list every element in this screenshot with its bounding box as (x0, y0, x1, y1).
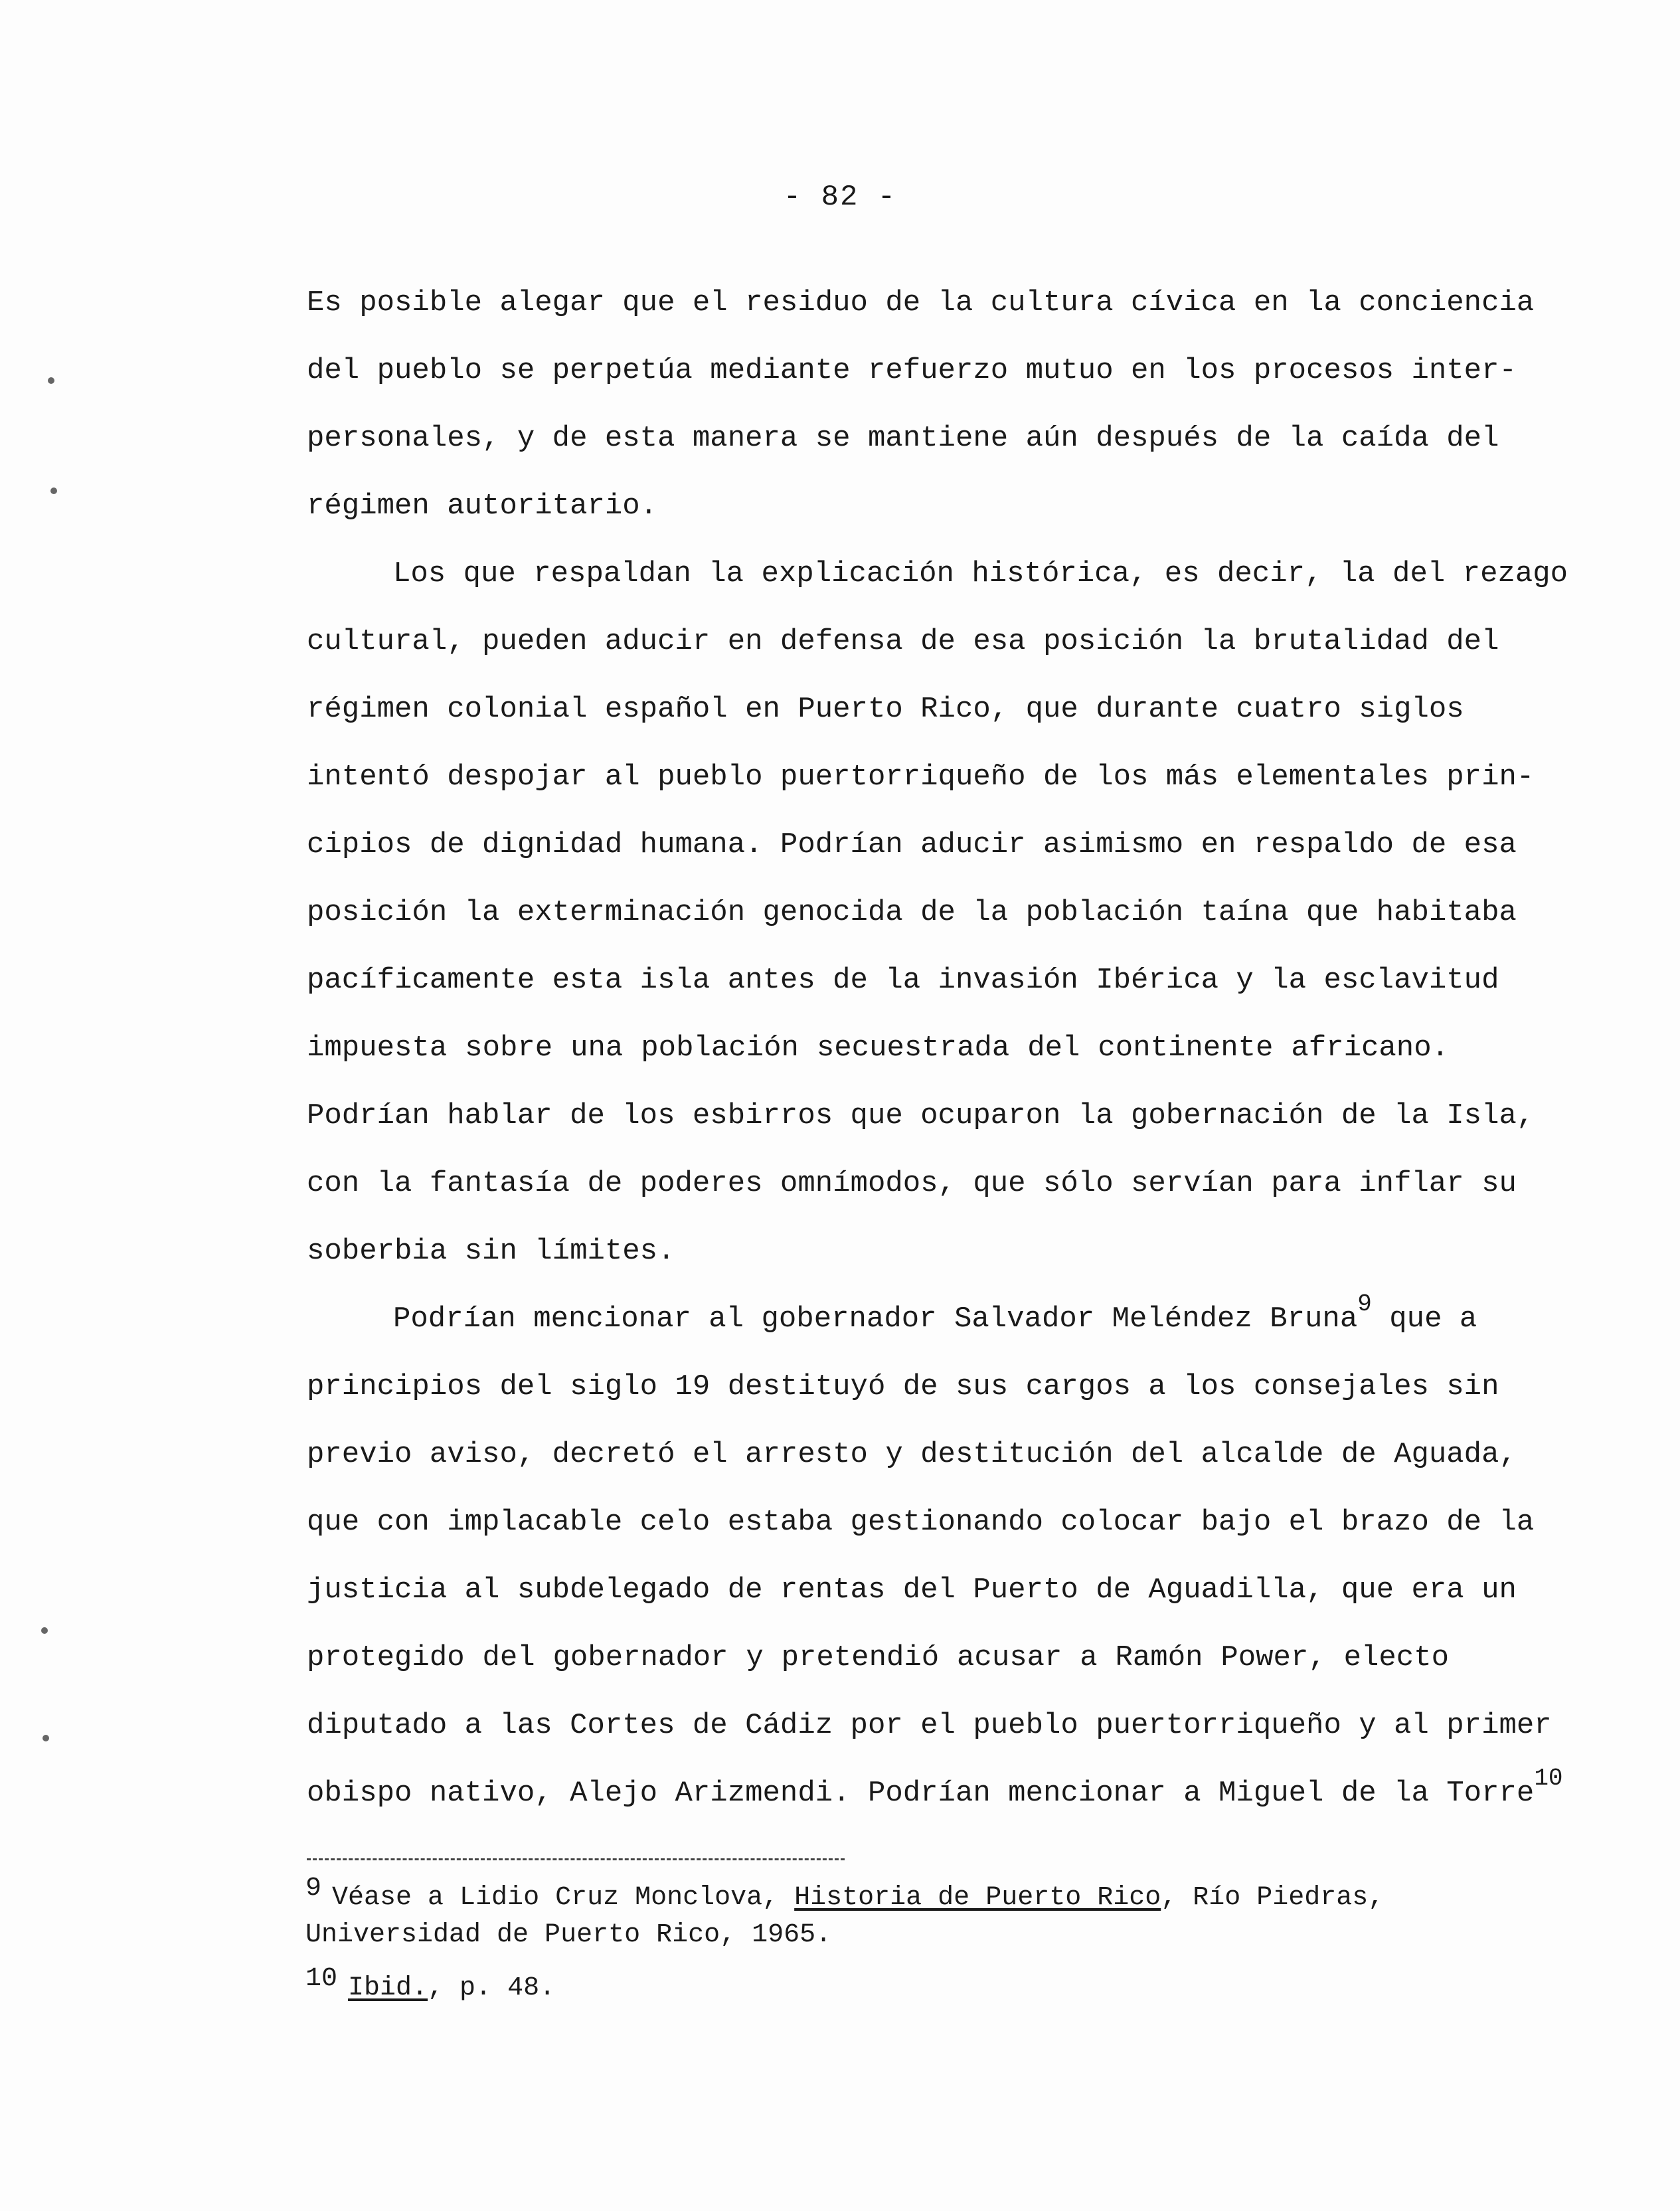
text-line-content: soberbia sin límites. (307, 1235, 675, 1268)
margin-speck (50, 487, 57, 494)
text-line-content: que con implacable celo estaba gestionando colocar bajo el brazo de la (307, 1506, 1535, 1539)
footnote-10-number: 10 (305, 1964, 338, 1994)
footnote-reference: 10 (1534, 1765, 1563, 1792)
text-line-content: impuesta sobre una población secuestrada del continente africano. (307, 1031, 1449, 1065)
footnote-10 (305, 1964, 1468, 2007)
text-line-content: Podrían hablar de los esbirros que ocuparon la gobernación de la Isla, (307, 1099, 1535, 1132)
text-line (307, 1702, 1552, 1769)
footnote-reference: 9 (1357, 1290, 1372, 1318)
text-line-content: principios del siglo 19 destituyó de sus cargos a los consejales sin (307, 1370, 1499, 1403)
footnote-9-place: , Río Piedras, (1161, 1883, 1385, 1913)
text-line (307, 414, 1499, 482)
text-line-content: personales, y de esta manera se mantiene aún después de la caída del (307, 422, 1499, 455)
text-line (307, 685, 1464, 753)
text-line-content: régimen colonial español en Puerto Rico, que durante cuatro siglos (307, 693, 1464, 726)
text-line (307, 1160, 1517, 1227)
text-line (307, 1227, 1449, 1295)
text-line (307, 889, 1517, 956)
margin-speck (41, 1627, 48, 1634)
text-line-continuation: que a (1371, 1302, 1477, 1336)
text-line-content: previo aviso, decretó el arresto y destitución del alcalde de Aguada, (307, 1438, 1517, 1471)
text-line-content: Es posible alegar que el residuo de la cultura cívica en la conciencia (307, 286, 1535, 319)
footnote-9-line-1 (305, 1874, 1468, 1917)
footnote-9-line-2: Universidad de Puerto Rico, 1965. (305, 1920, 832, 1950)
footnote-9-book-title: Historia de Puerto Rico (794, 1883, 1161, 1913)
text-line (307, 821, 1517, 889)
text-line (307, 956, 1499, 1024)
footnote-separator (307, 1858, 845, 1860)
text-line-content: con la fantasía de poderes omnímodos, que sólo servían para inflar su (307, 1167, 1517, 1200)
text-line (307, 1363, 1499, 1431)
footnote-10-page: , p. 48. (428, 1973, 556, 2003)
text-line (307, 1092, 1535, 1160)
text-line-content: cultural, pueden aducir en defensa de esa posición la brutalidad del (307, 625, 1499, 658)
text-line-content: justicia al subdelegado de rentas del Puerto de Aguadilla, que era un (307, 1573, 1517, 1607)
text-line (307, 753, 1535, 821)
text-line (307, 279, 1535, 347)
text-line (307, 1024, 1449, 1092)
footnote-9-text: Véase a Lidio Cruz Monclova, (332, 1883, 795, 1913)
page-number: - 82 - (783, 181, 897, 214)
footnote-9-number: 9 (305, 1874, 322, 1903)
text-line (307, 1765, 1563, 1837)
footnote-10-ibid: Ibid. (348, 1973, 428, 2003)
text-line-content: intentó despojar al pueblo puertorriqueño de los más elementales prin- (307, 760, 1535, 794)
text-line-content: régimen autoritario. (307, 489, 658, 523)
text-line-content: del pueblo se perpetúa mediante refuerzo mutuo en los procesos inter- (307, 354, 1517, 387)
text-line (307, 1566, 1517, 1634)
text-line-content: diputado a las Cortes de Cádiz por el pueblo puertorriqueño y al primer (307, 1709, 1552, 1742)
text-line-content: pacíficamente esta isla antes de la invasión Ibérica y la esclavitud (307, 964, 1499, 997)
text-line (307, 1634, 1449, 1702)
text-line (307, 550, 1568, 618)
margin-speck (42, 1735, 49, 1741)
text-line (307, 618, 1499, 685)
text-line-content: protegido del gobernador y pretendió acusar a Ramón Power, electo (307, 1641, 1449, 1674)
text-line-content: obispo nativo, Alejo Arizmendi. Podrían mencionar a Miguel de la Torre (307, 1777, 1535, 1810)
text-line-content: Podrían mencionar al gobernador Salvador Meléndez Bruna (393, 1302, 1358, 1336)
text-line (307, 1431, 1517, 1498)
text-line (307, 1498, 1535, 1566)
footnotes (305, 1874, 1468, 2007)
text-line (307, 482, 1449, 550)
text-line (307, 1290, 1477, 1363)
text-line-content: cipios de dignidad humana. Podrían aducir asimismo en respaldo de esa (307, 828, 1517, 861)
margin-speck (48, 377, 54, 384)
text-line-content: Los que respaldan la explicación histórica, es decir, la del rezago (393, 557, 1568, 590)
body-text (307, 279, 1568, 1837)
text-line-content: posición la exterminación genocida de la población taína que habitaba (307, 896, 1517, 929)
text-line (307, 347, 1517, 414)
